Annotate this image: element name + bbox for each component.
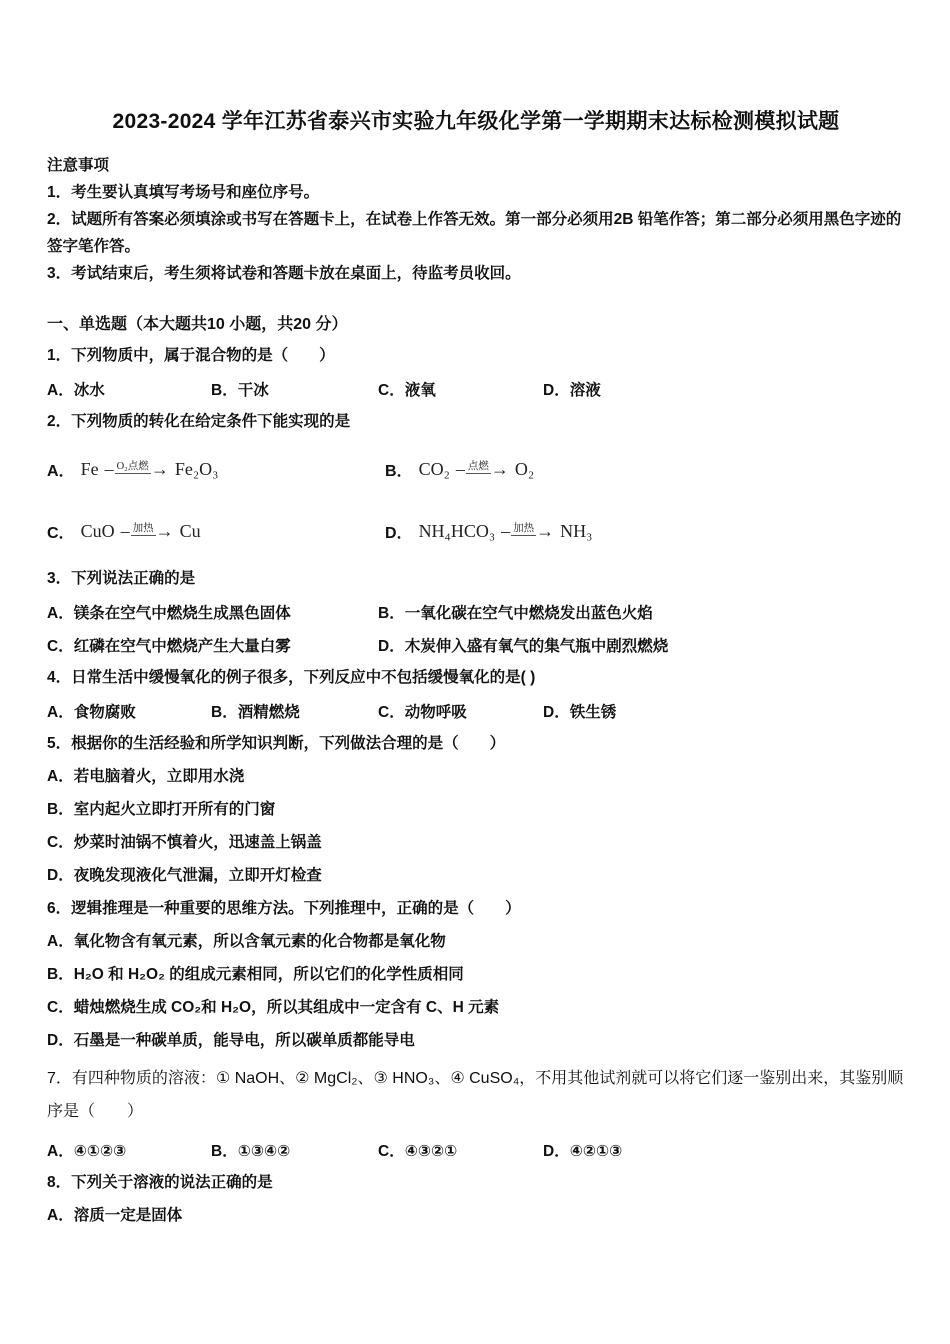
options-row	[47, 1133, 905, 1166]
option-label: A．	[47, 462, 75, 480]
option: C．液氧	[378, 381, 436, 399]
option: C．④③②①	[378, 1142, 458, 1160]
option-label: C．	[47, 524, 75, 542]
option: C．蜡烛燃烧生成 CO₂和 H₂O，所以其组成中一定含有 C、H 元素	[47, 998, 500, 1016]
question-text: 7．有四种物质的溶液：① NaOH、② MgCl₂、③ HNO₃、④ CuSO₄，不用其他试剂就可以将它们逐一鉴别出来，其鉴别顺序是（ ）	[47, 1070, 904, 1120]
chemical-equation	[419, 459, 535, 480]
option: A．镁条在空气中燃烧生成黑色固体	[47, 604, 291, 622]
option	[47, 500, 385, 562]
equation-dash: –	[455, 458, 465, 479]
option: B．干冰	[211, 381, 269, 399]
question-8	[47, 1166, 905, 1232]
equation-reactant: CO₂	[418, 458, 450, 479]
equation-dash: –	[104, 458, 114, 479]
equation-condition: 加热	[513, 522, 535, 534]
equation-condition: 加热	[132, 522, 154, 534]
question-text: 1．下列物质中，属于混合物的是（ ）	[47, 346, 335, 364]
option: A．溶质一定是固体	[47, 1206, 183, 1224]
option: C．动物呼吸	[378, 703, 467, 721]
option: A．氧化物含有氧元素，所以含氧元素的化合物都是氧化物	[47, 932, 446, 950]
question-6	[47, 892, 905, 1057]
equation-product: Fe₂O₃	[174, 458, 219, 479]
equation-reactant: Fe	[80, 458, 99, 479]
options-row	[47, 694, 905, 727]
equation-reactant: NH₄HCO₃	[418, 520, 496, 541]
section-heading: 一、单选题（本大题共10 小题，共20 分）	[47, 316, 348, 333]
question-text: 8．下列关于溶液的说法正确的是	[47, 1173, 273, 1191]
equation-condition: O₂点燃	[116, 460, 149, 472]
option-label: D．	[385, 524, 413, 542]
options-row	[47, 372, 905, 405]
option: B．①③④②	[211, 1142, 291, 1160]
option: C．红磷在空气中燃烧产生大量白雾	[47, 637, 291, 655]
option: D．木炭伸入盛有氧气的集气瓶中剧烈燃烧	[378, 637, 669, 655]
question-text: 2．下列物质的转化在给定条件下能实现的是	[47, 412, 351, 430]
question-7	[47, 1057, 905, 1166]
option-label: B．	[385, 462, 413, 480]
notice-heading: 注意事项	[47, 157, 110, 174]
notice-item: 3．考试结束后，考生须将试卷和答题卡放在桌面上，待监考员收回。	[47, 265, 521, 282]
question-2	[47, 405, 905, 562]
option	[385, 500, 905, 562]
option: D．铁生锈	[543, 703, 617, 721]
option	[385, 438, 905, 500]
equation-reactant: CuO	[80, 520, 115, 541]
question-5	[47, 727, 905, 892]
options-row	[47, 628, 905, 661]
options-row	[47, 595, 905, 628]
exam-title: 2023-2024 学年江苏省泰兴市实验九年级化学第一学期期末达标检测模拟试题	[112, 110, 840, 133]
chemical-equation	[81, 459, 219, 480]
chemical-equation	[419, 521, 593, 542]
option: B．一氧化碳在空气中燃烧发出蓝色火焰	[378, 604, 653, 622]
option: A．若电脑着火，立即用水浇	[47, 767, 245, 785]
question-3	[47, 562, 905, 661]
equation-product: NH₃	[560, 520, 593, 541]
option: A．冰水	[47, 381, 105, 399]
arrow-icon: →	[150, 458, 169, 479]
option: C．炒菜时油锅不慎着火，迅速盖上锅盖	[47, 833, 322, 851]
option: D．石墨是一种碳单质，能导电，所以碳单质都能导电	[47, 1031, 415, 1049]
question-4	[47, 661, 905, 727]
option	[47, 438, 385, 500]
notice-item: 1．考生要认真填写考场号和座位序号。	[47, 184, 320, 201]
arrow-icon: →	[155, 520, 174, 541]
option: D．④②①③	[543, 1142, 623, 1160]
option: D．溶液	[543, 381, 601, 399]
option: A．食物腐败	[47, 703, 136, 721]
arrow-icon: →	[536, 520, 555, 541]
question-text: 6．逻辑推理是一种重要的思维方法。下列推理中，正确的是（ ）	[47, 899, 521, 917]
equation-dash: –	[501, 520, 511, 541]
equation-product: O₂	[514, 458, 535, 479]
question-1	[47, 339, 905, 405]
option: D．夜晚发现液化气泄漏，立即开灯检查	[47, 866, 322, 884]
equation-dash: –	[120, 520, 130, 541]
notice-item: 2．试题所有答案必须填涂或书写在答题卡上，在试卷上作答无效。第一部分必须用2B 铅笔作答；第二部分必须用黑色字迹的签字笔作答。	[47, 211, 902, 255]
option: A．④①②③	[47, 1142, 127, 1160]
question-text: 5．根据你的生活经验和所学知识判断，下列做法合理的是（ ）	[47, 734, 506, 752]
chemical-equation	[81, 521, 201, 542]
equation-options	[47, 438, 905, 562]
option: B．酒精燃烧	[211, 703, 300, 721]
question-text: 4．日常生活中缓慢氧化的例子很多，下列反应中不包括缓慢氧化的是( )	[47, 668, 536, 686]
question-text: 3．下列说法正确的是	[47, 569, 196, 587]
option: B．H₂O 和 H₂O₂ 的组成元素相同，所以它们的化学性质相同	[47, 965, 464, 983]
option: B．室内起火立即打开所有的门窗	[47, 800, 276, 818]
equation-product: Cu	[179, 520, 201, 541]
equation-condition: 点燃	[467, 460, 489, 472]
arrow-icon: →	[490, 458, 509, 479]
notice-section	[47, 152, 905, 287]
